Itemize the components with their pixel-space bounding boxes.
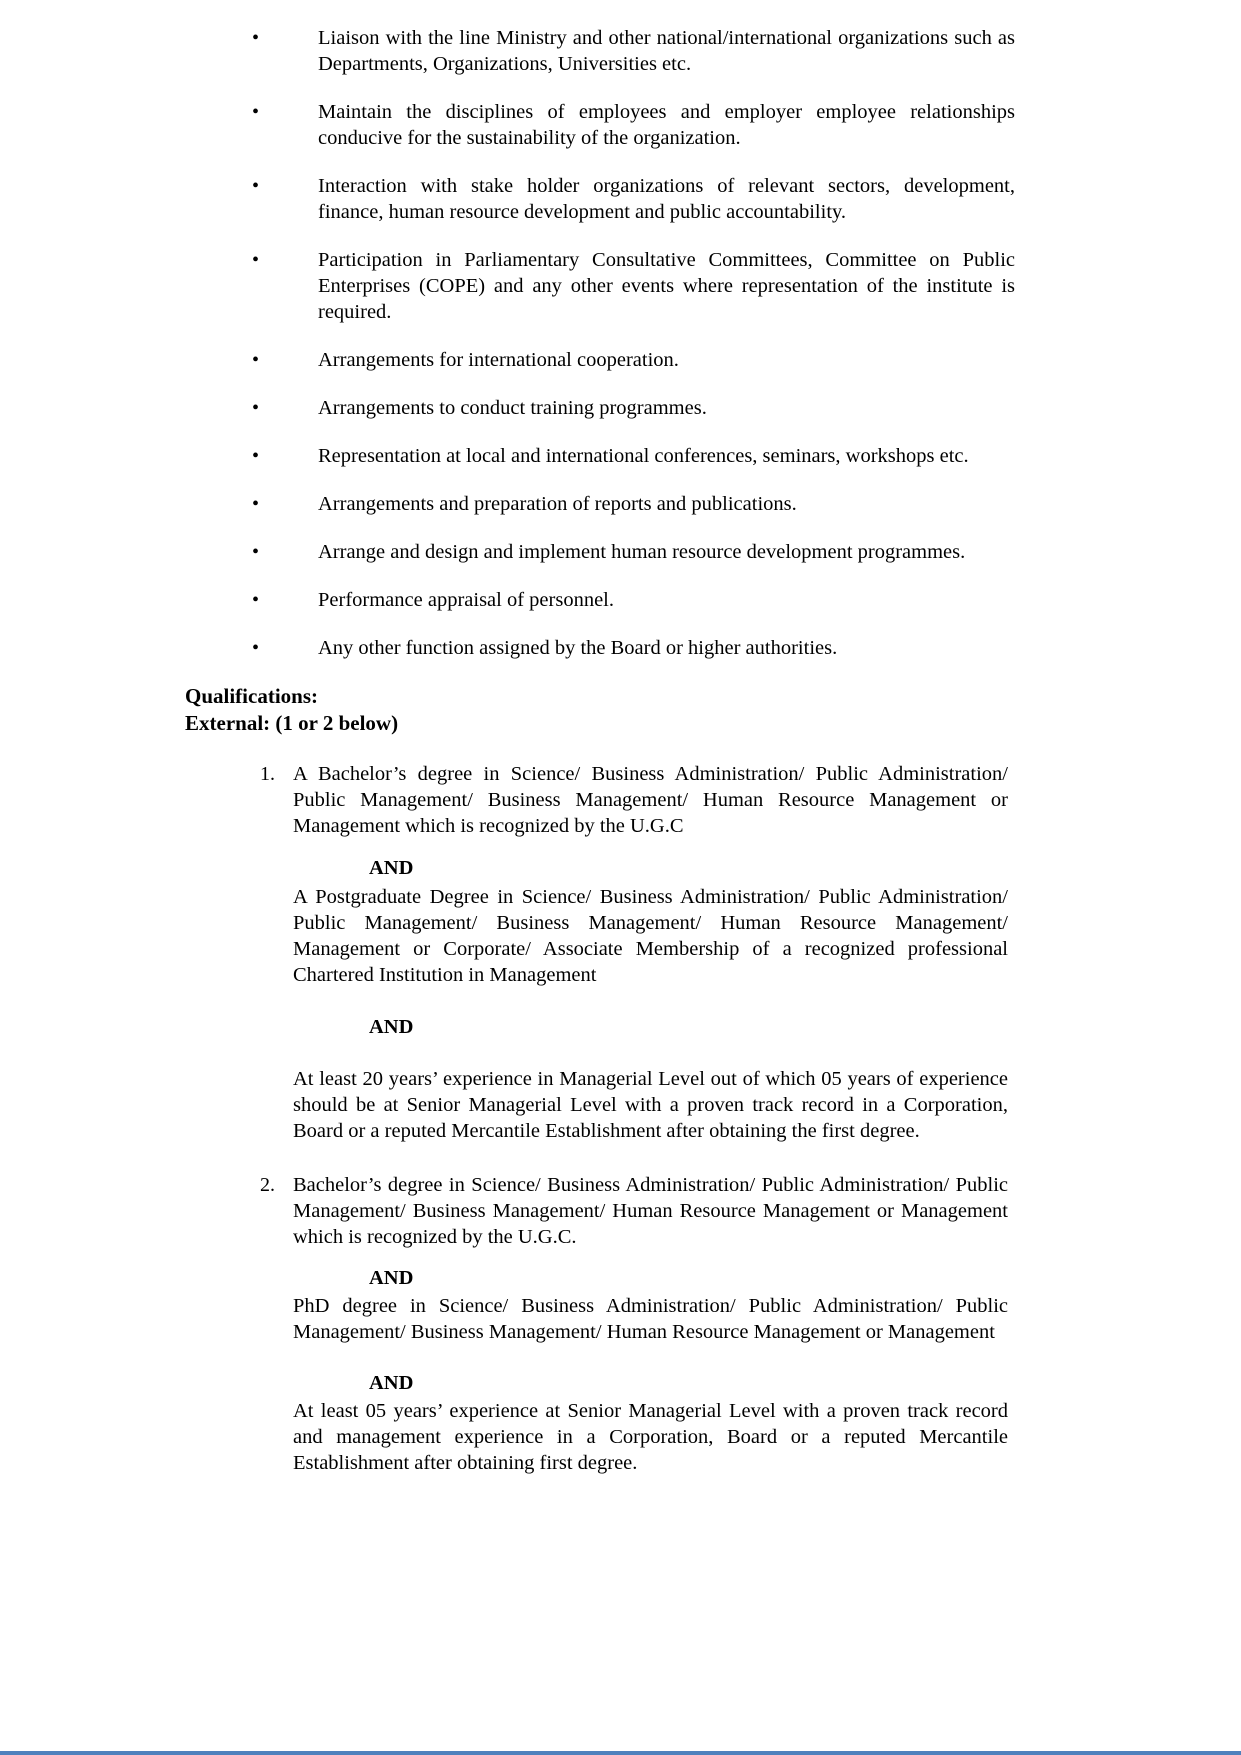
qualification-2-body — [293, 1172, 1008, 1476]
bullet-item — [252, 347, 1015, 373]
bullet-item — [252, 635, 1015, 661]
duties-bullet-list — [0, 25, 1241, 661]
bullet-text: Maintain the disciplines of employees and employer employee relationships conducive for the sustainability of the organization. — [318, 101, 1015, 149]
bullet-dot-icon: • — [252, 397, 260, 419]
bullet-dot-icon: • — [252, 175, 260, 197]
bullet-text: Arrange and design and implement human resource development programmes. — [318, 541, 966, 563]
bullet-item — [252, 25, 1015, 77]
qualifications-heading: Qualifications: — [185, 684, 319, 708]
phd-degree-paragraph: PhD degree in Science/ Business Administration/ Public Administration/ Public Management/ Business Management/ Human Resource Management or Management — [293, 1295, 1008, 1343]
qualification-1-body — [293, 761, 1008, 1144]
bachelor-degree-paragraph: Bachelor’s degree in Science/ Business Administration/ Public Administration/ Public Management/ Business Management/ Human Resource Management or Management which is recognized by the U.G.C. — [293, 1174, 1008, 1248]
bullet-item — [252, 395, 1015, 421]
bullet-item — [252, 247, 1015, 325]
qualification-item-2 — [260, 1172, 1008, 1476]
experience-paragraph: At least 05 years’ experience at Senior Managerial Level with a proven track record and management experience in a Corporation, Board or a reputed Mercantile Establishment after obtaining first degree. — [293, 1400, 1008, 1474]
bottom-border-bar — [0, 1751, 1241, 1755]
bullet-item — [252, 539, 1015, 565]
experience-paragraph: At least 20 years’ experience in Managerial Level out of which 05 years of experience should be at Senior Managerial Level with a proven track record in a Corporation, Board or a reputed Mercantile Establishment after obtaining the first degree. — [293, 1068, 1008, 1142]
bullet-item — [252, 491, 1015, 517]
and-label: AND — [369, 1016, 414, 1038]
bullet-item — [252, 99, 1015, 151]
bullet-item — [252, 443, 1015, 469]
bullet-text: Arrangements and preparation of reports and publications. — [318, 493, 797, 515]
bullet-dot-icon: • — [252, 101, 260, 123]
postgraduate-degree-paragraph: A Postgraduate Degree in Science/ Business Administration/ Public Administration/ Public Management/ Business Management/ Human Resource Management/ Management or Corporate/ Associate Membership of a recognized professional Chartered Institution in Management — [293, 886, 1008, 986]
bullet-text: Arrangements to conduct training programmes. — [318, 397, 707, 419]
qualification-item-1 — [260, 761, 1008, 1144]
and-label: AND — [369, 1372, 414, 1394]
section-headings — [185, 683, 1241, 737]
item-number: 2. — [260, 1174, 275, 1196]
bullet-item — [252, 173, 1015, 225]
bullet-text: Performance appraisal of personnel. — [318, 589, 614, 611]
bullet-item — [252, 587, 1015, 613]
bullet-dot-icon: • — [252, 541, 260, 563]
bullet-text: Participation in Parliamentary Consultative Committees, Committee on Public Enterprises (COPE) and any other events where representation of the institute is required. — [318, 249, 1015, 323]
bullet-text: Any other function assigned by the Board or higher authorities. — [318, 637, 838, 659]
bullet-dot-icon: • — [252, 445, 260, 467]
bullet-dot-icon: • — [252, 637, 260, 659]
bullet-dot-icon: • — [252, 493, 260, 515]
and-label: AND — [369, 857, 414, 879]
bullet-dot-icon: • — [252, 27, 260, 49]
item-number: 1. — [260, 763, 275, 785]
bachelor-degree-paragraph: A Bachelor’s degree in Science/ Business Administration/ Public Administration/ Public Management/ Business Management/ Human Resource Management or Management which is recognized by the U.G.C — [293, 763, 1008, 837]
bullet-text: Arrangements for international cooperation. — [318, 349, 679, 371]
bullet-dot-icon: • — [252, 249, 260, 271]
and-label: AND — [369, 1267, 414, 1289]
external-heading: External: (1 or 2 below) — [185, 711, 399, 735]
bullet-text: Representation at local and international conferences, seminars, workshops etc. — [318, 445, 969, 467]
bullet-text: Liaison with the line Ministry and other national/international organizations such as Departments, Organizations, Universities etc. — [318, 27, 1015, 75]
bullet-text: Interaction with stake holder organizations of relevant sectors, development, finance, human resource development and public accountability. — [318, 175, 1015, 223]
bullet-dot-icon: • — [252, 589, 260, 611]
bullet-dot-icon: • — [252, 349, 260, 371]
